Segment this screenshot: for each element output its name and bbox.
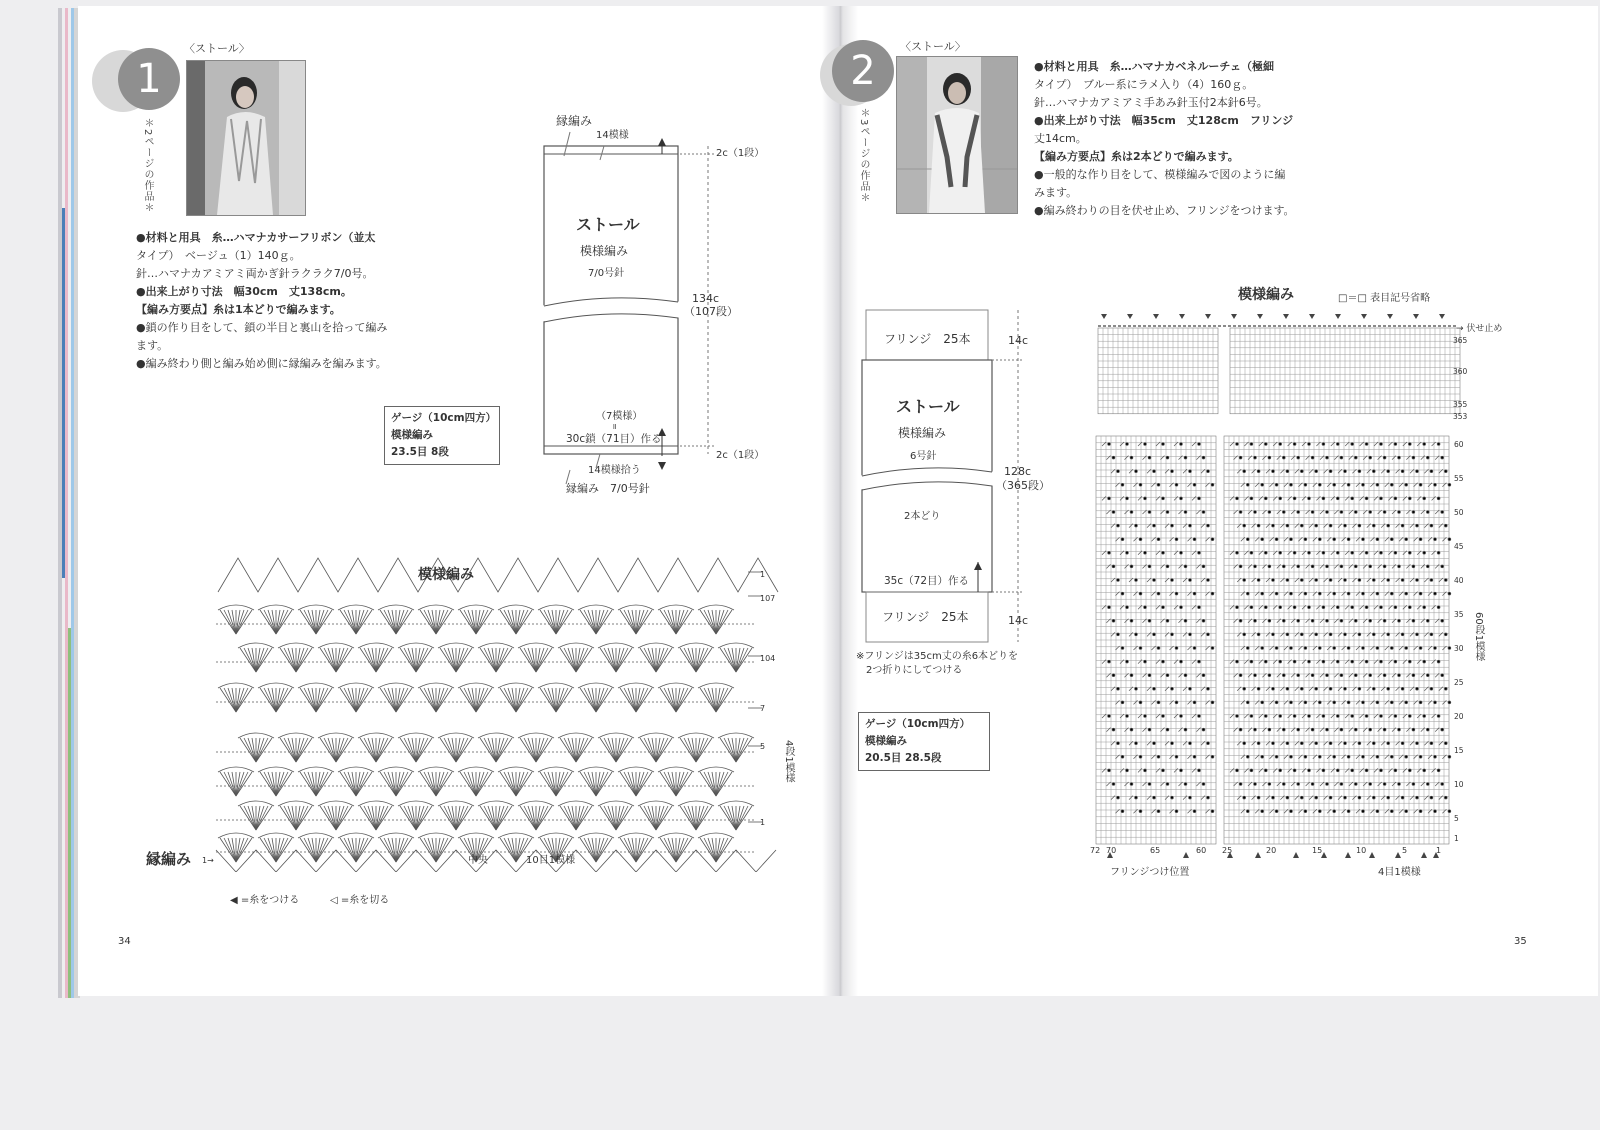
materials-line: 針…ハマナカアミアミ手あみ針玉付2本針6号。 <box>1034 96 1268 109</box>
knit-row-label: 5 <box>1454 814 1459 823</box>
model-photo <box>896 56 1018 214</box>
materials-line: タイプ） ブルー系にラメ入り（4）160ｇ。 <box>1034 78 1254 91</box>
materials-line: 丈14cm。 <box>1034 132 1087 145</box>
materials-line: ●出来上がり寸法 幅35cm 丈128cm フリンジ <box>1034 114 1294 127</box>
materials-line: ●出来上がり寸法 幅30cm 丈138cm。 <box>136 285 352 298</box>
item-label: 〈ストール〉 <box>184 42 250 55</box>
crochet-chart <box>196 552 796 872</box>
materials-line: 針…ハマナカアミアミ両かぎ針ラクラク7/0号。 <box>136 267 374 280</box>
chart-repeat-width: 10目1模様 <box>526 855 576 866</box>
chart-title: 模様編み <box>418 567 474 583</box>
knit-col-label: 70 <box>1106 846 1117 855</box>
knit-col-label: 65 <box>1150 846 1161 855</box>
schematic-edge-top: 縁編み <box>556 114 593 128</box>
schematic-bottom-rows: 2c（1段） <box>716 450 765 461</box>
materials-line: ●材料と用具 糸…ハマナカベネルーチェ（極細 <box>1034 60 1275 73</box>
page-reference: ＊3ページの作品＊ <box>858 108 869 204</box>
schematic-strands: 2本どり <box>904 511 941 522</box>
schematic-length-rows: （365段） <box>996 479 1050 492</box>
materials-line: 【編み方要点】糸は1本どりで編みます。 <box>136 303 341 316</box>
schematic-pick-up: 14模様拾う <box>588 465 641 476</box>
materials-line: ●鎖の作り目をして、鎖の半目と裏山を拾って編み <box>136 321 388 334</box>
schematic-top-rows: 2c（1段） <box>716 148 765 159</box>
gauge-box <box>384 406 500 465</box>
schematic-cast-on: 35c（72目）作る <box>884 575 969 587</box>
chart-repeat-label: 4段1模様 <box>783 740 794 783</box>
page-number-right: 35 <box>1514 936 1527 947</box>
book-page-edges <box>58 8 80 998</box>
gauge-value: 23.5目 8段 <box>391 446 449 458</box>
knit-row-label: 20 <box>1454 712 1464 721</box>
fringe-note-line: ※フリンジは35cm丈の糸6本どりを <box>856 651 1019 662</box>
pattern-number-badge: 2 <box>832 40 894 102</box>
schematic-title: ストール <box>576 215 640 234</box>
materials-line: ●編み終わりの目を伏せ止め、フリンジをつけます。 <box>1034 204 1295 217</box>
chart-row-label: 1 <box>760 818 766 827</box>
knit-row-label: 15 <box>1454 746 1464 755</box>
fringe-note-line: 2つ折りにしてつける <box>866 665 963 676</box>
knit-row-label: 40 <box>1454 576 1464 585</box>
legend-attach: ◀ =糸をつける <box>230 895 300 906</box>
chart-row-label: 104 <box>760 654 776 663</box>
knit-row-label: 25 <box>1454 678 1464 687</box>
item-label: 〈ストール〉 <box>900 40 966 53</box>
knit-col-label: 72 <box>1090 846 1101 855</box>
knit-row-label: 45 <box>1454 542 1464 551</box>
knit-fringe-position: フリンジつけ位置 <box>1110 867 1190 878</box>
knit-top-row-label: 355 <box>1453 400 1468 409</box>
knitting-chart <box>1090 312 1470 882</box>
knit-top-row-label: 353 <box>1453 412 1468 421</box>
schematic-pattern-count: （7模様） <box>596 411 643 422</box>
schematic-length-rows: （107段） <box>684 305 738 318</box>
knit-row-label: 60 <box>1454 440 1464 449</box>
gauge-title: ゲージ（10cm四方） <box>865 718 971 730</box>
gauge-pattern: 模様編み <box>391 429 433 441</box>
knit-col-label: 60 <box>1196 846 1207 855</box>
chart-center-label: 中央 <box>468 855 488 866</box>
schematic-title: ストール <box>896 397 960 416</box>
model-photo <box>186 60 306 216</box>
schematic-fringe-top-length: 14c <box>1008 334 1029 347</box>
knit-top-row-label: 365 <box>1453 336 1468 345</box>
knit-chart-legend: □＝□ 表目記号省略 <box>1338 293 1431 304</box>
gauge-value: 20.5目 28.5段 <box>865 752 942 764</box>
knit-col-label: 25 <box>1222 846 1233 855</box>
schematic-equals: ॥ <box>612 422 617 431</box>
chart-row-label: 5 <box>760 742 766 751</box>
chart-edge-label: 縁編み <box>146 850 192 868</box>
schematic-length: 134c <box>692 292 720 305</box>
schematic-cast-on: 30c鎖（71目）作る <box>566 433 662 445</box>
knit-repeat-rows: 60段1模様 <box>1473 612 1484 662</box>
knit-repeat-sts: 4目1模様 <box>1378 867 1421 878</box>
schematic-fringe-top: フリンジ 25本 <box>884 332 971 346</box>
schematic-length: 128c <box>1004 465 1032 478</box>
knit-col-label: 1 <box>1436 846 1442 855</box>
schematic-fringe-bottom: フリンジ 25本 <box>882 610 969 624</box>
materials-line: ●材料と用具 糸…ハマナカサーフリボン（並太 <box>136 231 376 244</box>
schematic-hook: 7/0号針 <box>588 268 625 279</box>
chart-row-label: 107 <box>760 594 776 603</box>
pattern-number-badge: 1 <box>118 48 180 110</box>
knit-col-label: 10 <box>1356 846 1367 855</box>
chart-row-label: 1 <box>760 570 766 579</box>
page-number-left: 34 <box>118 936 131 947</box>
gauge-box <box>858 712 990 771</box>
knit-top-row-label: 360 <box>1453 367 1468 376</box>
knit-row-label: 30 <box>1454 644 1464 653</box>
materials-line: 【編み方要点】糸は2本どりで編みます。 <box>1034 150 1239 163</box>
legend-cut: ◁ =糸を切る <box>330 895 390 906</box>
schematic-stitch: 模様編み <box>580 244 629 258</box>
knit-row-label: 1 <box>1454 834 1459 843</box>
materials-line: ます。 <box>136 339 169 352</box>
materials-line: タイプ） ベージュ（1）140ｇ。 <box>136 249 301 262</box>
knit-chart-title: 模様編み <box>1238 287 1294 303</box>
schematic-top-pattern: 14模様 <box>596 130 629 141</box>
knit-bind-off: → 伏せ止め <box>1456 324 1503 334</box>
book-gutter <box>822 6 858 996</box>
schematic-edge-bottom: 縁編み 7/0号針 <box>566 482 650 495</box>
gauge-pattern: 模様編み <box>865 735 907 747</box>
knit-col-label: 15 <box>1312 846 1323 855</box>
schematic-fringe-bottom-length: 14c <box>1008 614 1029 627</box>
chart-row-one: 1→ <box>202 856 214 865</box>
knit-col-label: 5 <box>1402 846 1408 855</box>
materials-line: ●一般的な作り目をして、模様編みで図のように編 <box>1034 168 1286 181</box>
page-reference: ＊2ページの作品＊ <box>142 118 153 214</box>
knit-col-label: 20 <box>1266 846 1277 855</box>
gauge-title: ゲージ（10cm四方） <box>391 412 497 424</box>
knit-row-label: 55 <box>1454 474 1464 483</box>
knit-row-label: 35 <box>1454 610 1464 619</box>
materials-line: ●編み終わり側と編み始め側に縁編みを編みます。 <box>136 357 387 370</box>
materials-line: みます。 <box>1034 186 1078 199</box>
chart-row-label: 7 <box>760 704 766 713</box>
schematic-stitch: 模様編み <box>898 426 947 440</box>
schematic-needle: 6号針 <box>910 451 937 462</box>
knit-row-label: 10 <box>1454 780 1464 789</box>
knit-row-label: 50 <box>1454 508 1464 517</box>
